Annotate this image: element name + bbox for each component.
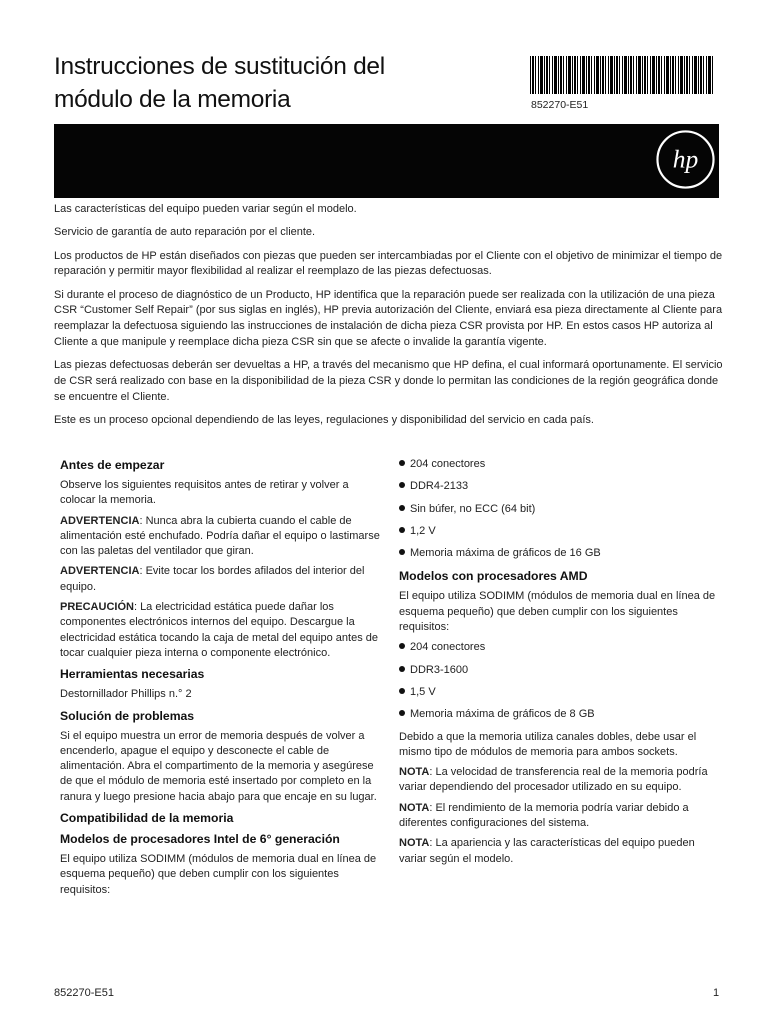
compatibility-heading: Compatibilidad de la memoria — [60, 811, 234, 826]
hp-logo-text: hp — [672, 144, 699, 174]
list-item: Sin búfer, no ECC (64 bit) — [399, 502, 721, 517]
intel-text: El equipo utiliza SODIMM (módulos de memoria dual en línea de esquema pequeño) que deben cumplir con los siguientes requisitos: — [60, 853, 377, 896]
troubleshooting-heading: Solución de problemas — [60, 708, 195, 723]
bullet-icon — [399, 527, 405, 533]
troubleshooting-text: Si el equipo muestra un error de memoria después de volver a encenderlo, apague el equipo y desconecte el cable de alimentación. Abra el compartimento de la memoria y asegúrese de que el módulo de memoria esté insertado por completo en la ranura y luego presione hacia abajo para que encaje en su lugar. — [60, 729, 377, 803]
bullet-icon — [399, 460, 405, 466]
left-column — [60, 455, 382, 903]
before-text: Observe los siguientes requisitos antes de retirar y volver a colocar la memoria. — [60, 479, 349, 507]
before-heading: Antes de empezar — [60, 458, 165, 472]
list-item: Memoria máxima de gráficos de 8 GB — [399, 707, 721, 722]
note-label: NOTA — [399, 837, 430, 850]
warning-label: ADVERTENCIA — [60, 514, 140, 527]
intel-heading: Modelos de procesadores Intel de 6° generación — [60, 832, 340, 847]
bullet-icon — [399, 688, 405, 694]
intro-paragraph: Las características del equipo pueden variar según el modelo. — [54, 203, 357, 215]
warning-1 — [60, 514, 382, 560]
note-text: : La velocidad de transferencia real de la memoria podría variar dependiendo del procesador utilizado en su equipo. — [399, 766, 708, 794]
warning-text: : Evite tocar los bordes afilados del interior del equipo. — [60, 565, 365, 593]
tools-text: Destornillador Phillips n.° 2 — [60, 688, 192, 701]
warning-2 — [60, 564, 382, 595]
bullet-icon — [399, 482, 405, 488]
intro-paragraph: Las piezas defectuosas deberán ser devueltas a HP, a través del mecanismo que HP defina, el cual informará oportunamente. El servicio de CSR será realizado con base en la disponibilidad de la pieza CSR y donde lo permitan las condiciones de la región geográfica donde se encuentre el Cliente. — [54, 359, 723, 403]
intro-paragraph: Si durante el proceso de diagnóstico de un Producto, HP identifica que la reparación puede ser realizada con la utilización de una pieza CSR “Customer Self Repair” (por sus siglas en inglés), HP previa autorización del Cliente, enviará esa pieza directamente al Cliente para reemplazar la defectuosa siguiendo las instrucciones de instalación de dicha pieza CSR provista por HP. En estos casos HP autoriza al Cliente a que manipule y reemplace dicha pieza CSR sin que se afecte o invalide la garantía vigente. — [54, 288, 723, 349]
warning-text: : Nunca abra la cubierta cuando el cable de alimentación esté enchufado. Podría dañar el equipo o lastimarse con las paletas del ventilador que giran. — [60, 514, 380, 558]
note-label: NOTA — [399, 766, 430, 779]
note-1 — [399, 765, 721, 796]
note-2 — [399, 801, 721, 832]
list-item: Memoria máxima de gráficos de 16 GB — [399, 546, 721, 561]
note-text: : La apariencia y las características del equipo pueden variar según el modelo. — [399, 837, 695, 865]
title-line-1: Instrucciones de sustitución del — [54, 53, 385, 80]
list-item: 204 conectores — [399, 457, 721, 472]
footer-page-number: 1 — [713, 987, 720, 999]
intro-paragraph: Los productos de HP están diseñados con piezas que pueden ser intercambiadas por el Cliente con el objetivo de minimizar el tiempo de reparación y permitir mayor flexibilidad al realizar el reemplazo de las piezas defectuosas. — [54, 249, 723, 278]
barcode — [530, 56, 714, 94]
list-item: 1,5 V — [399, 685, 721, 700]
caution-text: : La electricidad estática puede dañar los componentes electrónicos internos del equipo. Descargue la electricidad estática tocando la caja de metal del equipo antes de tocar cualquier pieza interna o componente electrónico. — [60, 601, 378, 659]
bullet-icon — [399, 643, 405, 649]
caution — [60, 600, 382, 661]
bullet-icon — [399, 666, 405, 672]
note-text: : El rendimiento de la memoria podría variar debido a diferentes configuraciones del sistema. — [399, 801, 689, 830]
footer-doc-number: 852270-E51 — [54, 987, 114, 999]
hp-logo-icon — [656, 130, 715, 189]
caution-label: PRECAUCIÓN — [60, 601, 134, 614]
amd-text: El equipo utiliza SODIMM (módulos de memoria dual en línea de esquema pequeño) que deben cumplir con los siguientes requisitos: — [399, 590, 716, 634]
title-line-2: módulo de la memoria — [54, 86, 291, 113]
barcode-number: 852270-E51 — [531, 99, 589, 111]
intro-section — [54, 202, 724, 437]
intro-paragraph: Este es un proceso opcional dependiendo de las leyes, regulaciones y disponibilidad del servicio en cada país. — [54, 414, 594, 427]
header-banner — [54, 124, 719, 198]
list-item: 204 conectores — [399, 640, 721, 655]
bullet-icon — [399, 505, 405, 511]
bullet-icon — [399, 710, 405, 716]
dual-channel-text: Debido a que la memoria utiliza canales dobles, debe usar el mismo tipo de módulos de memoria para ambos sockets. — [399, 730, 697, 758]
note-label: NOTA — [399, 801, 430, 814]
list-item: DDR4-2133 — [399, 479, 721, 494]
list-item: 1,2 V — [399, 524, 721, 539]
amd-heading: Modelos con procesadores AMD — [399, 569, 588, 584]
list-item: DDR3-1600 — [399, 663, 721, 678]
bullet-icon — [399, 549, 405, 555]
warning-label: ADVERTENCIA — [60, 565, 140, 578]
tools-heading: Herramientas necesarias — [60, 667, 205, 682]
right-column — [399, 457, 721, 872]
document-title — [54, 50, 474, 116]
intro-paragraph: Servicio de garantía de auto reparación por el cliente. — [54, 226, 316, 239]
note-3 — [399, 836, 721, 867]
